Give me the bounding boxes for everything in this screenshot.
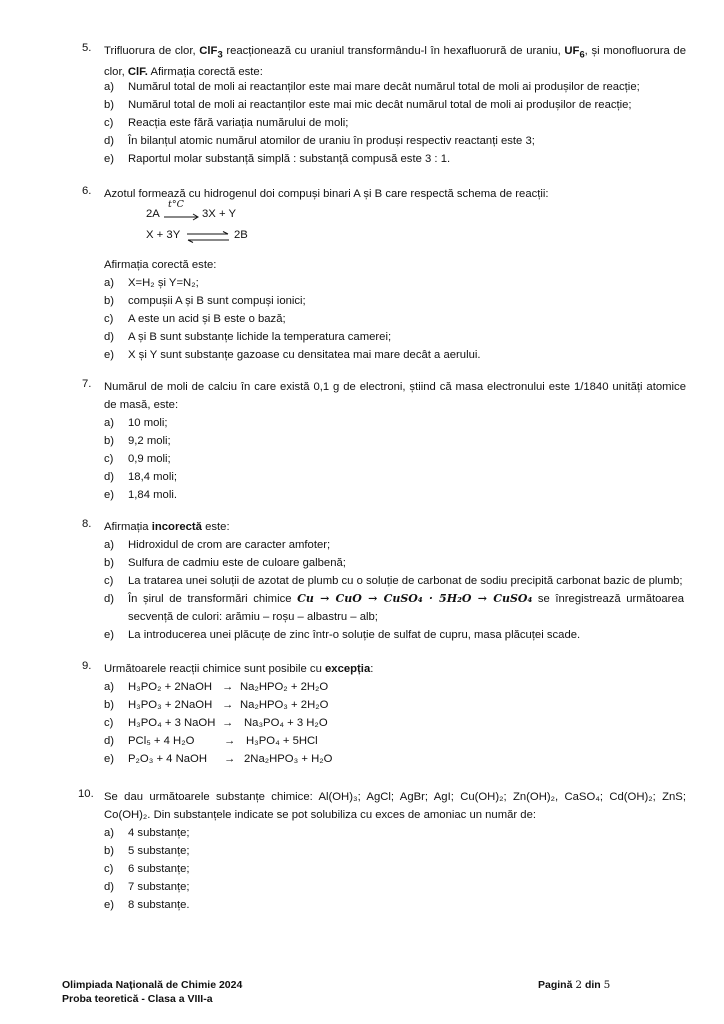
option-e[interactable]: e) 8 substanțe. [104, 899, 190, 911]
question-5-options [0, 78, 724, 168]
option-b[interactable]: b) H₃PO₃ + 2NaOH → Na₂HPO₃ + 2H₂O [104, 699, 329, 711]
question-number: 5. [82, 42, 92, 54]
footer-olympiad-title: Olimpiada Națională de Chimie 2024 [62, 979, 243, 991]
option-c[interactable]: c) 0,9 moli; [104, 453, 171, 465]
option-c[interactable]: c) H₃PO₄ + 3 NaOH → Na₃PO₄ + 3 H₂O [104, 717, 328, 729]
reaction-1-right: 3X + Y [202, 208, 237, 220]
option-d[interactable]: d) În bilanțul atomic numărul atomilor de uraniu în produși respectiv reactanți este 3; [104, 135, 535, 147]
option-d[interactable]: d) 18,4 moli; [104, 471, 177, 483]
right-arrow-icon [164, 212, 200, 222]
exam-page: 5. Trifluorura de clor, ClF$_3$ reacționează cu uraniul transformându-l în hexafluorură de uraniu, $UF_6$, și monofluorura de clor, ClF. Afirmația corectă este: a) Numărul total de moli ai reactanților este mai mare decât numărul total de moli ai produșilor de reacție; b) Numărul total de moli ai reactanților este mai mic decât numărul total de moli ai produșilor de reacție; c) Reacția este fără variația numărului de moli; d) În bilanțul atomic numărul atomilor de uraniu în produși respectiv reactanți este 3; e) Raportul molar substanță simplă : substanță compusă este 3 : 1. 6. Azotul formează cu hidrogenul doi compuși binari A și B care respectă schema de reacții: 2A t°C 3X + Y X + 3Y 2B Afirmația corectă este: a) X=H₂ și Y=N₂; b) compușii A și B sunt compuși ionici; c) A este un acid și B este o bază; d) A și B sunt substanțe lichide la temperatura camerei; e) X și Y sunt substanțe gazoase cu densitatea mai mare decât a aerului. 7. Numărul de moli de calciu în care există 0,1 g de electroni, știind că masa electronului este 1/1840 unități atomice de masă, este: a) 10 moli; b) 9,2 moli; c) 0,9 moli; d) 18,4 moli; e) 1,84 moli. 8. Afirmația incorectă este: a) Hidroxidul de crom are caracter amfoter; b) Sulfura de cadmiu este de culoare galbenă; c) La tratarea unei soluții de azotat de plumb cu o soluție de carbonat de sodiu precipită carbonat bazic de plumb; d) În șirul de transformări chimice Cu → CuO → CuSO₄ · 5H₂O → CuSO₄ se înregistrează următoarea secvență de culori: arămiu – roșu – albastru – alb; e) La introducerea unei plăcuțe de zinc într-o soluție de sulfat de cupru, masa plăcuței scade. 9. Următoarele reacții chimice sunt posibile cu excepția: a) H₃PO₂ + 2NaOH → Na₂HPO₂ + 2H₂O b) H₃PO₃ + 2NaOH → Na₂HPO₃ + 2H₂O c) H₃PO₄ + 3 NaOH → Na₃PO₄ + 3 H₂O d) PCl₅ + 4 H₂O → H₃PO₄ + 5HCl e) P₂O₃ + 4 NaOH → 2Na₂HPO₃ + H₂O 10. Se dau următoarele substanțe chimice: Al(OH)₃; AgCl; AgBr; AgI; Cu(OH)₂; Zn(OH)₂, CaSO₄; Cd(OH)₂; ZnS; Co(OH)₂. Din substanțele indicate se pot solubiliza cu exces de amoniac un număr de: a) 4 substanțe; b) 5 substanțe; c) 6 substanțe; d) 7 substanțe; e) 8 substanțe. Olimpiada Națională de Chimie 2024 Proba teoretică - Clasa a VIII-a Pagină 2 din 5 [0, 0, 724, 1024]
question-number: 10. [78, 788, 94, 800]
question-7-options [0, 414, 724, 504]
question-stem: Afirmația incorectă este: [104, 521, 230, 533]
option-b[interactable]: b) 5 substanțe; [104, 845, 190, 857]
option-a[interactable]: a) Hidroxidul de crom are caracter amfoter; [104, 539, 331, 551]
option-d[interactable]: d) A și B sunt substanțe lichide la temperatura camerei; [104, 331, 392, 343]
option-b[interactable]: b) 9,2 moli; [104, 435, 171, 447]
option-a[interactable]: a) 10 moli; [104, 417, 168, 429]
option-e[interactable]: e) La introducerea unei plăcuțe de zinc într-o soluție de sulfat de cupru, masa plăcuței scade. [104, 629, 581, 641]
question-8-options [0, 536, 724, 644]
option-d[interactable]: d) 7 substanțe; [104, 881, 190, 893]
question-number: 6. [82, 185, 92, 197]
option-a[interactable]: a) 4 substanțe; [104, 827, 190, 839]
reaction-2-right: 2B [234, 229, 248, 241]
footer-left [62, 978, 242, 1006]
transformation-formula: Cu → CuO → CuSO₄ · 5H₂O → CuSO₄ [297, 592, 533, 605]
option-a[interactable]: a) Numărul total de moli ai reactanților este mai mare decât numărul total de moli ai produșilor de reacție; [104, 81, 640, 93]
option-a[interactable]: a) H₃PO₂ + 2NaOH → Na₂HPO₂ + 2H₂O [104, 681, 329, 693]
question-10-options [0, 824, 724, 914]
option-e[interactable]: e) 1,84 moli. [104, 489, 177, 501]
question-number: 9. [82, 660, 92, 672]
option-b[interactable]: b) Numărul total de moli ai reactanților este mai mic decât numărul total de moli ai produșilor de reacție; [104, 99, 632, 111]
question-stem: Următoarele reacții chimice sunt posibile cu excepția: [104, 663, 374, 675]
reaction-1-left: 2A [146, 208, 160, 220]
option-c[interactable]: c) A este un acid și B este o bază; [104, 313, 286, 325]
option-e[interactable]: e) X și Y sunt substanțe gazoase cu densitatea mai mare decât a aerului. [104, 349, 481, 361]
option-b[interactable]: b) compușii A și B sunt compuși ionici; [104, 295, 306, 307]
option-a[interactable]: a) X=H₂ și Y=N₂; [104, 277, 199, 289]
option-e[interactable]: e) Raportul molar substanță simplă : substanță compusă este 3 : 1. [104, 153, 451, 165]
question-stem: Trifluorura de clor, ClF$_3$ reacționează cu uraniul transformându-l în hexafluorură de uraniu, $UF_6$, și monofluorura de clor, ClF. Afirmația corectă este: [104, 45, 687, 79]
option-d[interactable]: d) În șirul de transformări chimice Cu → CuO → CuSO₄ · 5H₂O → CuSO₄ se înregistrează următoarea secvență de culori: arămiu – roșu – albastru – alb; [104, 592, 685, 623]
option-c[interactable]: c) Reacția este fără variația numărului de moli; [104, 117, 349, 129]
option-c[interactable]: c) La tratarea unei soluții de azotat de plumb cu o soluție de carbonat de sodiu precipită carbonat bazic de plumb; [104, 575, 683, 587]
equilibrium-arrow-icon [186, 231, 230, 243]
question-number: 8. [82, 518, 92, 530]
question-stem: Azotul formează cu hidrogenul doi compuși binari A și B care respectă schema de reacții: [104, 188, 549, 200]
page-number: Pagină 2 din 5 [538, 979, 611, 991]
option-d[interactable]: d) PCl₅ + 4 H₂O → H₃PO₄ + 5HCl [104, 735, 318, 747]
footer-exam-part: Proba teoretică - Clasa a VIII-a [62, 993, 213, 1005]
reaction-2-left: X + 3Y [146, 229, 181, 241]
question-6-options [0, 274, 724, 364]
reaction-1-condition: t°C [168, 199, 184, 210]
question-9-options [0, 678, 724, 768]
option-b[interactable]: b) Sulfura de cadmiu este de culoare galbenă; [104, 557, 346, 569]
question-number: 7. [82, 378, 92, 390]
option-e[interactable]: e) P₂O₃ + 4 NaOH → 2Na₂HPO₃ + H₂O [104, 753, 333, 765]
question-stem: Se dau următoarele substanțe chimice: Al(OH)₃; AgCl; AgBr; AgI; Cu(OH)₂; Zn(OH)₂, CaSO₄; Cd(OH)₂; ZnS; Co(OH)₂. Din substanțele indicate se pot solubiliza cu exces de amoniac un număr de: [104, 791, 686, 821]
question-stem: Numărul de moli de calciu în care există 0,1 g de electroni, știind că masa electronului este 1/1840 unități atomice de masă, este: [104, 381, 686, 411]
option-c[interactable]: c) 6 substanțe; [104, 863, 190, 875]
